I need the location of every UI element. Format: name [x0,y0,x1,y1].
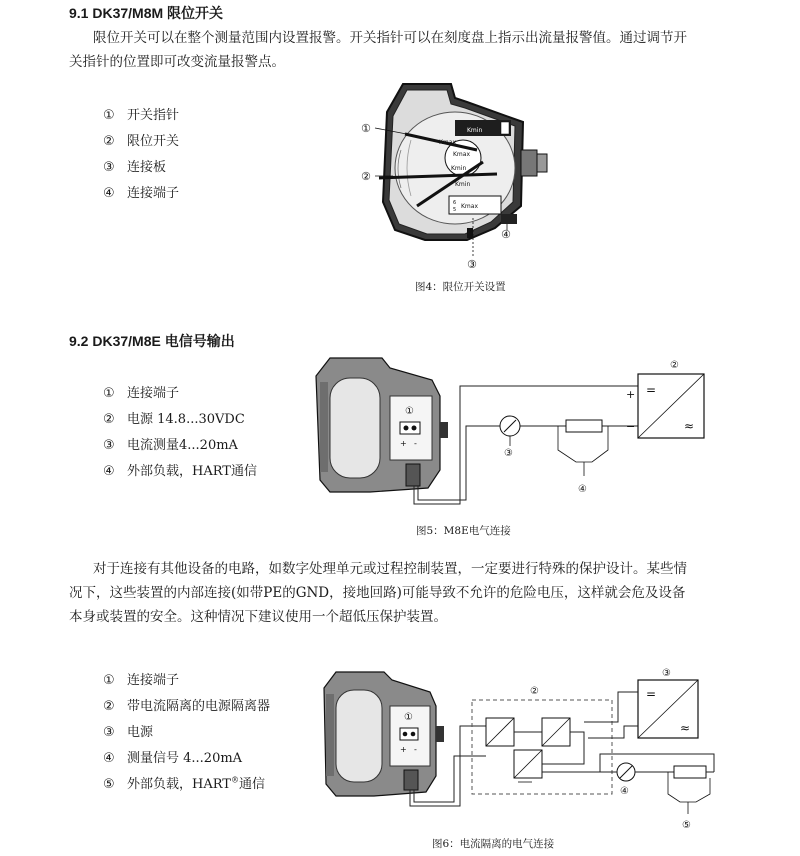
legend-number: ③ [103,725,115,740]
terminal-plus: + [400,439,407,448]
callout-3: ③ [504,448,513,459]
limit-switch-figure [355,78,570,268]
legend-item [103,695,270,714]
wire [588,726,638,738]
cable-gland [521,150,537,176]
terminal-label: 5 [453,207,457,213]
legend-item [103,130,179,149]
paragraph-line: 关指针的位置即可改变流量报警点。 [69,54,285,70]
ac-symbol: ≈ [684,419,695,433]
scale-label: Kmax [461,203,479,210]
scale-label: Kmin [451,165,467,172]
device-window [330,378,380,478]
legend-number: ④ [103,186,115,201]
legend-number: ② [103,134,115,149]
terminal-block [501,214,517,224]
terminal-block [400,422,420,434]
legend-item [103,721,153,740]
scale-label: Kmax [453,151,471,158]
legend-label: 连接板 [127,160,167,175]
plate-notch [501,122,509,134]
housing-side [326,694,334,776]
terminal-minus: - [414,745,417,754]
legend-number: ④ [103,751,115,766]
dc-symbol: = [646,687,657,701]
side-gland [440,422,448,438]
cable-gland [406,464,420,486]
paragraph-line: 本身或装置的安全。这种情况下建议使用一个超低压保护装置。 [69,609,447,625]
dc-symbol: = [646,383,657,397]
isolated-wiring-figure [318,666,728,832]
legend-item [103,382,179,401]
supply-minus: − [626,420,636,433]
supply-plus: + [626,388,636,401]
terminal-label: 6 [453,200,457,206]
legend-label: 连接端子 [127,186,180,201]
figure-6-caption: 图6：电流隔离的电气连接 [432,838,555,850]
load-resistor [566,420,602,432]
legend-number: ③ [103,438,115,453]
figure-5-caption: 图5：M8E电气连接 [416,525,511,537]
callout-2: ② [530,686,539,697]
screw-icon [412,426,417,431]
legend-item [103,104,179,123]
callout-2: ② [670,360,679,371]
legend-item [103,156,166,175]
legend-item [103,434,238,453]
callout-5: ⑤ [682,820,691,831]
callout-1: ① [405,406,414,417]
paragraph-line: 况下，这些装置的内部连接(如带PE的GND，接地回路)可能导致不允许的危险电压，这样就会危及设备 [69,585,686,601]
figure-4-caption: 图4：限位开关设置 [415,281,506,293]
side-gland [436,726,444,742]
legend-number: ③ [103,160,115,175]
legend-item [103,747,242,766]
isolator-box [472,700,612,794]
legend-item [103,460,257,479]
legend-label-suffix: 通信 [238,777,265,792]
legend-number: ④ [103,464,115,479]
legend-item [103,669,179,688]
callout-4: ④ [578,484,587,495]
mount-foot [467,228,473,238]
legend-label: 带电流隔离的电源隔离器 [127,699,271,714]
registered-mark: ® [230,775,239,785]
legend-label: 连接端子 [127,386,180,401]
section-9-1-heading: 9.1 DK37/M8M 限位开关 [69,5,224,21]
legend-number: ① [103,108,115,123]
ac-symbol: ≈ [680,721,691,735]
load-resistor [674,766,706,778]
terminal-plus: + [400,745,407,754]
wire [584,692,638,722]
callout-1: ① [404,712,413,723]
cable-gland [404,770,418,790]
legend-label: 测量信号 4...20mA [127,751,243,766]
paragraph-line: 对于连接有其他设备的电路，如数字处理单元或过程控制装置，一定要进行特殊的保护设计。某些情 [93,561,687,577]
scale-label: Kmin [467,127,483,134]
legend-item [103,182,179,201]
legend-number: ① [103,673,115,688]
legend-label: 外部负载，HART通信 [127,464,257,479]
screw-icon [411,732,416,737]
legend-label: 开关指针 [127,108,180,123]
legend-number: ① [103,386,115,401]
legend-number: ⑤ [103,777,115,792]
device-window [336,690,382,782]
housing-side [320,382,328,472]
wire [414,386,638,504]
legend-label: 电源 14.8...30VDC [127,412,245,427]
screw-icon [404,426,409,431]
cable-gland-nut [537,154,547,172]
scale-label: Kmax [439,139,457,146]
legend-label: 外部负载，HART [127,777,231,792]
section-9-2-heading: 9.2 DK37/M8E 电信号输出 [69,333,235,349]
callout-4: ④ [501,228,511,241]
legend-label: 电流测量4...20mA [127,438,238,453]
callout-3: ③ [467,258,477,268]
screw-icon [403,732,408,737]
legend-number: ② [103,699,115,714]
legend-item [103,408,245,427]
callout-1: ① [361,122,371,135]
callout-2: ② [361,170,371,183]
paragraph-line: 限位开关可以在整个测量范围内设置报警。开关指针可以在刻度盘上指示出流量报警值。通过调节开 [93,30,687,46]
scale-label: Kmin [455,181,471,188]
terminal-minus: - [414,439,417,448]
m8e-wiring-figure [310,352,730,512]
legend-label: 电源 [127,725,154,740]
legend-label: 限位开关 [127,134,180,149]
callout-3: ③ [662,668,671,679]
legend-label: 连接端子 [127,673,180,688]
callout-4: ④ [620,786,629,797]
legend-number: ② [103,412,115,427]
legend-item [103,773,265,792]
